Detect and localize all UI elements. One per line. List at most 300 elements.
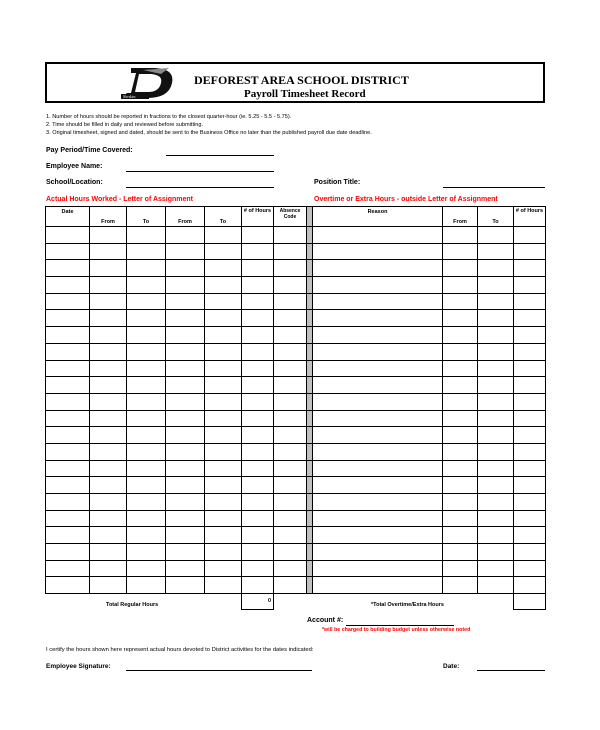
cell-ot-from[interactable]: [443, 560, 478, 577]
cell-ot-hours[interactable]: [514, 577, 546, 594]
cell-ot-hours[interactable]: [514, 560, 546, 577]
cell-to[interactable]: [127, 460, 166, 477]
cell-ot-to[interactable]: [478, 343, 514, 360]
cell-absence-code[interactable]: [274, 310, 307, 327]
cell-hours[interactable]: [242, 460, 274, 477]
cell-from-2[interactable]: [166, 343, 205, 360]
cell-date[interactable]: [46, 360, 90, 377]
cell-to-2[interactable]: [205, 393, 242, 410]
cell-ot-hours[interactable]: [514, 510, 546, 527]
cell-to[interactable]: [127, 427, 166, 444]
cell-absence-code[interactable]: [274, 327, 307, 344]
cell-ot-to[interactable]: [478, 477, 514, 494]
cell-to-2[interactable]: [205, 477, 242, 494]
table-row: [46, 360, 546, 377]
date-field[interactable]: [477, 670, 545, 671]
cell-from[interactable]: [90, 260, 127, 277]
cell-to[interactable]: [127, 377, 166, 394]
cell-ot-from[interactable]: [443, 327, 478, 344]
cell-ot-to[interactable]: [478, 577, 514, 594]
cell-to[interactable]: [127, 243, 166, 260]
cell-ot-from[interactable]: [443, 510, 478, 527]
col-header-date: Date: [46, 207, 90, 227]
cell-ot-from[interactable]: [443, 260, 478, 277]
cell-hours[interactable]: [242, 327, 274, 344]
cell-to[interactable]: [127, 393, 166, 410]
account-number-label: Account #:: [307, 617, 344, 624]
cell-date[interactable]: [46, 243, 90, 260]
cell-ot-to[interactable]: [478, 377, 514, 394]
cell-to-2[interactable]: [205, 560, 242, 577]
cell-to[interactable]: [127, 310, 166, 327]
cell-to[interactable]: [127, 277, 166, 294]
cell-date[interactable]: [46, 560, 90, 577]
cell-reason[interactable]: [313, 343, 443, 360]
cell-from-2[interactable]: [166, 293, 205, 310]
cell-to-2[interactable]: [205, 427, 242, 444]
cell-reason[interactable]: [313, 227, 443, 244]
logo-caption: Norskies: [123, 95, 136, 99]
cell-hours[interactable]: [242, 527, 274, 544]
cell-hours[interactable]: [242, 410, 274, 427]
cell-hours[interactable]: [242, 560, 274, 577]
cell-from-2[interactable]: [166, 410, 205, 427]
table-row: [46, 494, 546, 511]
cell-hours[interactable]: [242, 377, 274, 394]
cell-to[interactable]: [127, 510, 166, 527]
cell-absence-code[interactable]: [274, 427, 307, 444]
cell-hours[interactable]: [242, 510, 274, 527]
cell-reason[interactable]: [313, 327, 443, 344]
cell-absence-code[interactable]: [274, 510, 307, 527]
cell-from[interactable]: [90, 527, 127, 544]
cell-to[interactable]: [127, 577, 166, 594]
table-header-row: [46, 207, 546, 227]
cell-reason[interactable]: [313, 393, 443, 410]
cell-absence-code[interactable]: [274, 577, 307, 594]
cell-ot-to[interactable]: [478, 227, 514, 244]
cell-date[interactable]: [46, 310, 90, 327]
cell-hours[interactable]: [242, 544, 274, 561]
cell-from-2[interactable]: [166, 577, 205, 594]
cell-to-2[interactable]: [205, 510, 242, 527]
cell-to[interactable]: [127, 560, 166, 577]
cell-hours[interactable]: [242, 243, 274, 260]
timesheet-table: [45, 206, 546, 594]
table-body: [46, 227, 546, 594]
cell-from-2[interactable]: [166, 377, 205, 394]
cell-to-2[interactable]: [205, 494, 242, 511]
employee-name-label: Employee Name:: [46, 163, 103, 170]
cell-to[interactable]: [127, 410, 166, 427]
cell-to-2[interactable]: [205, 277, 242, 294]
cell-hours[interactable]: [242, 477, 274, 494]
cell-from-2[interactable]: [166, 527, 205, 544]
cell-reason[interactable]: [313, 443, 443, 460]
cell-reason[interactable]: [313, 427, 443, 444]
cell-date[interactable]: [46, 577, 90, 594]
cell-reason[interactable]: [313, 460, 443, 477]
cell-from[interactable]: [90, 227, 127, 244]
cell-absence-code[interactable]: [274, 544, 307, 561]
col-header-from: From: [90, 207, 127, 227]
cell-to-2[interactable]: [205, 544, 242, 561]
cell-ot-to[interactable]: [478, 277, 514, 294]
cell-from[interactable]: [90, 427, 127, 444]
cell-hours[interactable]: [242, 443, 274, 460]
cell-to-2[interactable]: [205, 460, 242, 477]
cell-from[interactable]: [90, 293, 127, 310]
instruction-1: 1. Number of hours should be reported in fractions to the closest quarter-hour (ie. 5.25 - 5.5 - 5.75).: [46, 114, 292, 120]
cell-to-2[interactable]: [205, 577, 242, 594]
cell-date[interactable]: [46, 544, 90, 561]
cell-reason[interactable]: [313, 243, 443, 260]
cell-to[interactable]: [127, 260, 166, 277]
cell-date[interactable]: [46, 327, 90, 344]
cell-date[interactable]: [46, 410, 90, 427]
cell-ot-from[interactable]: [443, 477, 478, 494]
cell-absence-code[interactable]: [274, 460, 307, 477]
cell-from[interactable]: [90, 477, 127, 494]
cell-hours[interactable]: [242, 310, 274, 327]
cell-reason[interactable]: [313, 477, 443, 494]
cell-ot-from[interactable]: [443, 427, 478, 444]
cell-from-2[interactable]: [166, 310, 205, 327]
cell-absence-code[interactable]: [274, 227, 307, 244]
cell-ot-hours[interactable]: [514, 277, 546, 294]
cell-absence-code[interactable]: [274, 477, 307, 494]
cell-ot-to[interactable]: [478, 393, 514, 410]
table-row: [46, 544, 546, 561]
table-row: [46, 560, 546, 577]
cell-to-2[interactable]: [205, 327, 242, 344]
cell-ot-to[interactable]: [478, 360, 514, 377]
cell-to[interactable]: [127, 544, 166, 561]
table-row: [46, 343, 546, 360]
school-location-field[interactable]: [126, 187, 274, 188]
cell-from[interactable]: [90, 560, 127, 577]
cell-date[interactable]: [46, 494, 90, 511]
cell-reason[interactable]: [313, 360, 443, 377]
cell-absence-code[interactable]: [274, 243, 307, 260]
cell-ot-from[interactable]: [443, 410, 478, 427]
cell-date[interactable]: [46, 377, 90, 394]
cell-to[interactable]: [127, 360, 166, 377]
cell-from[interactable]: [90, 343, 127, 360]
cell-ot-hours[interactable]: [514, 494, 546, 511]
cell-from[interactable]: [90, 460, 127, 477]
cell-from[interactable]: [90, 360, 127, 377]
cell-to[interactable]: [127, 227, 166, 244]
cell-from-2[interactable]: [166, 260, 205, 277]
cell-date[interactable]: [46, 460, 90, 477]
cell-ot-to[interactable]: [478, 310, 514, 327]
cell-reason[interactable]: [313, 377, 443, 394]
cell-reason[interactable]: [313, 277, 443, 294]
cell-to-2[interactable]: [205, 227, 242, 244]
cell-reason[interactable]: [313, 560, 443, 577]
cell-absence-code[interactable]: [274, 494, 307, 511]
cell-absence-code[interactable]: [274, 343, 307, 360]
col-header-ot-from: From: [443, 207, 478, 227]
cell-ot-from[interactable]: [443, 243, 478, 260]
district-name: DEFOREST AREA SCHOOL DISTRICT: [194, 73, 409, 87]
table-row: [46, 510, 546, 527]
cell-to[interactable]: [127, 327, 166, 344]
cell-hours[interactable]: [242, 277, 274, 294]
cell-absence-code[interactable]: [274, 410, 307, 427]
cell-from-2[interactable]: [166, 560, 205, 577]
cell-hours[interactable]: [242, 343, 274, 360]
cell-absence-code[interactable]: [274, 360, 307, 377]
cell-reason[interactable]: [313, 527, 443, 544]
col-header-hours: # of Hours: [242, 207, 274, 227]
total-overtime-hours-value: [513, 593, 546, 610]
cell-ot-hours[interactable]: [514, 343, 546, 360]
cell-ot-hours[interactable]: [514, 377, 546, 394]
table-row: [46, 477, 546, 494]
cell-from[interactable]: [90, 377, 127, 394]
cell-ot-hours[interactable]: [514, 327, 546, 344]
cell-absence-code[interactable]: [274, 260, 307, 277]
cell-ot-from[interactable]: [443, 293, 478, 310]
cell-ot-to[interactable]: [478, 410, 514, 427]
cell-ot-from[interactable]: [443, 277, 478, 294]
cell-to-2[interactable]: [205, 410, 242, 427]
cell-ot-from[interactable]: [443, 443, 478, 460]
cell-ot-from[interactable]: [443, 494, 478, 511]
instruction-2: 2. Time should be filled in daily and reviewed before submitting.: [46, 122, 204, 128]
cell-absence-code[interactable]: [274, 443, 307, 460]
cell-absence-code[interactable]: [274, 293, 307, 310]
cell-to[interactable]: [127, 293, 166, 310]
account-number-field[interactable]: [346, 625, 454, 626]
col-header-to: To: [127, 207, 166, 227]
cell-date[interactable]: [46, 260, 90, 277]
regular-hours-section-title: Actual Hours Worked - Letter of Assignment: [46, 196, 194, 203]
table-row: [46, 410, 546, 427]
pay-period-field[interactable]: [166, 155, 274, 156]
instruction-3: 3. Original timesheet, signed and dated, should be sent to the Business Office no later than the published payroll due date deadline.: [46, 130, 372, 136]
cell-ot-hours[interactable]: [514, 393, 546, 410]
cell-ot-hours[interactable]: [514, 544, 546, 561]
cell-reason[interactable]: [313, 410, 443, 427]
total-regular-hours-value: 0: [241, 593, 274, 610]
cell-ot-to[interactable]: [478, 293, 514, 310]
account-note: *will be charged to building budget unless otherwise noted: [322, 627, 471, 633]
total-overtime-hours-label: *Total Overtime/Extra Hours: [371, 602, 444, 608]
cell-date[interactable]: [46, 510, 90, 527]
cell-ot-to[interactable]: [478, 460, 514, 477]
cell-reason[interactable]: [313, 310, 443, 327]
cell-reason[interactable]: [313, 544, 443, 561]
cell-to-2[interactable]: [205, 443, 242, 460]
cell-date[interactable]: [46, 227, 90, 244]
cell-ot-hours[interactable]: [514, 260, 546, 277]
cell-ot-to[interactable]: [478, 260, 514, 277]
col-header-reason: Reason: [313, 207, 443, 227]
table-row: [46, 393, 546, 410]
cell-to-2[interactable]: [205, 243, 242, 260]
table-row: [46, 277, 546, 294]
cell-ot-from[interactable]: [443, 227, 478, 244]
cell-ot-from[interactable]: [443, 393, 478, 410]
cell-to[interactable]: [127, 477, 166, 494]
cell-hours[interactable]: [242, 360, 274, 377]
cell-hours[interactable]: [242, 494, 274, 511]
cell-absence-code[interactable]: [274, 560, 307, 577]
cell-date[interactable]: [46, 527, 90, 544]
col-header-to-2: To: [205, 207, 242, 227]
table-row: [46, 327, 546, 344]
cell-to-2[interactable]: [205, 527, 242, 544]
cell-ot-hours[interactable]: [514, 227, 546, 244]
cell-hours[interactable]: [242, 227, 274, 244]
overtime-section-title: Overtime or Extra Hours - outside Letter of Assignment: [314, 196, 498, 203]
cell-to-2[interactable]: [205, 293, 242, 310]
cell-from[interactable]: [90, 443, 127, 460]
cell-ot-from[interactable]: [443, 577, 478, 594]
cell-from[interactable]: [90, 494, 127, 511]
cell-from-2[interactable]: [166, 360, 205, 377]
cell-reason[interactable]: [313, 510, 443, 527]
table-row: [46, 227, 546, 244]
cell-ot-to[interactable]: [478, 243, 514, 260]
cell-to-2[interactable]: [205, 377, 242, 394]
cell-from-2[interactable]: [166, 443, 205, 460]
cell-from[interactable]: [90, 544, 127, 561]
deforest-logo-icon: [117, 65, 177, 101]
cell-absence-code[interactable]: [274, 277, 307, 294]
position-title-field[interactable]: [443, 187, 545, 188]
cell-from-2[interactable]: [166, 477, 205, 494]
col-header-ot-to: To: [478, 207, 514, 227]
cell-date[interactable]: [46, 477, 90, 494]
cell-ot-to[interactable]: [478, 560, 514, 577]
table-row: [46, 260, 546, 277]
cell-date[interactable]: [46, 427, 90, 444]
cell-hours[interactable]: [242, 260, 274, 277]
cell-from[interactable]: [90, 243, 127, 260]
cell-from[interactable]: [90, 277, 127, 294]
cell-hours[interactable]: [242, 577, 274, 594]
total-regular-hours-label: Total Regular Hours: [106, 602, 159, 608]
cell-ot-hours[interactable]: [514, 410, 546, 427]
cell-from[interactable]: [90, 410, 127, 427]
cell-date[interactable]: [46, 343, 90, 360]
cell-ot-hours[interactable]: [514, 427, 546, 444]
cell-ot-hours[interactable]: [514, 310, 546, 327]
cell-from[interactable]: [90, 310, 127, 327]
cell-hours[interactable]: [242, 427, 274, 444]
cell-absence-code[interactable]: [274, 377, 307, 394]
cell-hours[interactable]: [242, 393, 274, 410]
cell-ot-hours[interactable]: [514, 360, 546, 377]
cell-ot-to[interactable]: [478, 327, 514, 344]
cell-from-2[interactable]: [166, 460, 205, 477]
table-row: [46, 527, 546, 544]
cell-from-2[interactable]: [166, 544, 205, 561]
position-title-label: Position Title:: [314, 179, 361, 186]
cell-ot-from[interactable]: [443, 460, 478, 477]
cell-absence-code[interactable]: [274, 393, 307, 410]
cell-from[interactable]: [90, 510, 127, 527]
cell-to[interactable]: [127, 443, 166, 460]
cell-to-2[interactable]: [205, 310, 242, 327]
cell-ot-to[interactable]: [478, 510, 514, 527]
employee-signature-field[interactable]: [126, 670, 312, 671]
cell-from[interactable]: [90, 393, 127, 410]
employee-name-field[interactable]: [126, 171, 274, 172]
cell-hours[interactable]: [242, 293, 274, 310]
cell-date[interactable]: [46, 293, 90, 310]
col-header-ot-hours: # of Hours: [514, 207, 546, 227]
cell-ot-from[interactable]: [443, 544, 478, 561]
cell-reason[interactable]: [313, 494, 443, 511]
cell-from-2[interactable]: [166, 427, 205, 444]
table-row: [46, 377, 546, 394]
cell-from-2[interactable]: [166, 393, 205, 410]
cell-ot-from[interactable]: [443, 527, 478, 544]
cell-ot-to[interactable]: [478, 527, 514, 544]
cell-from-2[interactable]: [166, 227, 205, 244]
cell-ot-to[interactable]: [478, 544, 514, 561]
cell-from-2[interactable]: [166, 510, 205, 527]
table-row: [46, 443, 546, 460]
cell-ot-from[interactable]: [443, 377, 478, 394]
cell-to-2[interactable]: [205, 260, 242, 277]
cell-reason[interactable]: [313, 577, 443, 594]
cell-reason[interactable]: [313, 260, 443, 277]
cell-ot-hours[interactable]: [514, 293, 546, 310]
cell-from-2[interactable]: [166, 277, 205, 294]
cell-from-2[interactable]: [166, 243, 205, 260]
table-row: [46, 460, 546, 477]
table-row: [46, 293, 546, 310]
cell-date[interactable]: [46, 393, 90, 410]
cell-to-2[interactable]: [205, 343, 242, 360]
cell-to[interactable]: [127, 494, 166, 511]
cell-ot-hours[interactable]: [514, 527, 546, 544]
cell-date[interactable]: [46, 443, 90, 460]
cell-to[interactable]: [127, 527, 166, 544]
col-header-from-2: From: [166, 207, 205, 227]
cell-ot-from[interactable]: [443, 310, 478, 327]
cell-to[interactable]: [127, 343, 166, 360]
cell-from-2[interactable]: [166, 327, 205, 344]
cell-ot-to[interactable]: [478, 443, 514, 460]
cell-from-2[interactable]: [166, 494, 205, 511]
cell-ot-to[interactable]: [478, 427, 514, 444]
cell-ot-hours[interactable]: [514, 477, 546, 494]
cell-from[interactable]: [90, 577, 127, 594]
cell-ot-hours[interactable]: [514, 443, 546, 460]
cell-to-2[interactable]: [205, 360, 242, 377]
cell-ot-from[interactable]: [443, 360, 478, 377]
cell-ot-from[interactable]: [443, 343, 478, 360]
cell-date[interactable]: [46, 277, 90, 294]
pay-period-label: Pay Period/Time Covered:: [46, 147, 133, 154]
cell-ot-hours[interactable]: [514, 243, 546, 260]
table-row: [46, 243, 546, 260]
table-row: [46, 427, 546, 444]
cell-ot-hours[interactable]: [514, 460, 546, 477]
cell-reason[interactable]: [313, 293, 443, 310]
cell-ot-to[interactable]: [478, 494, 514, 511]
date-label: Date:: [443, 663, 460, 670]
cell-absence-code[interactable]: [274, 527, 307, 544]
cell-from[interactable]: [90, 327, 127, 344]
